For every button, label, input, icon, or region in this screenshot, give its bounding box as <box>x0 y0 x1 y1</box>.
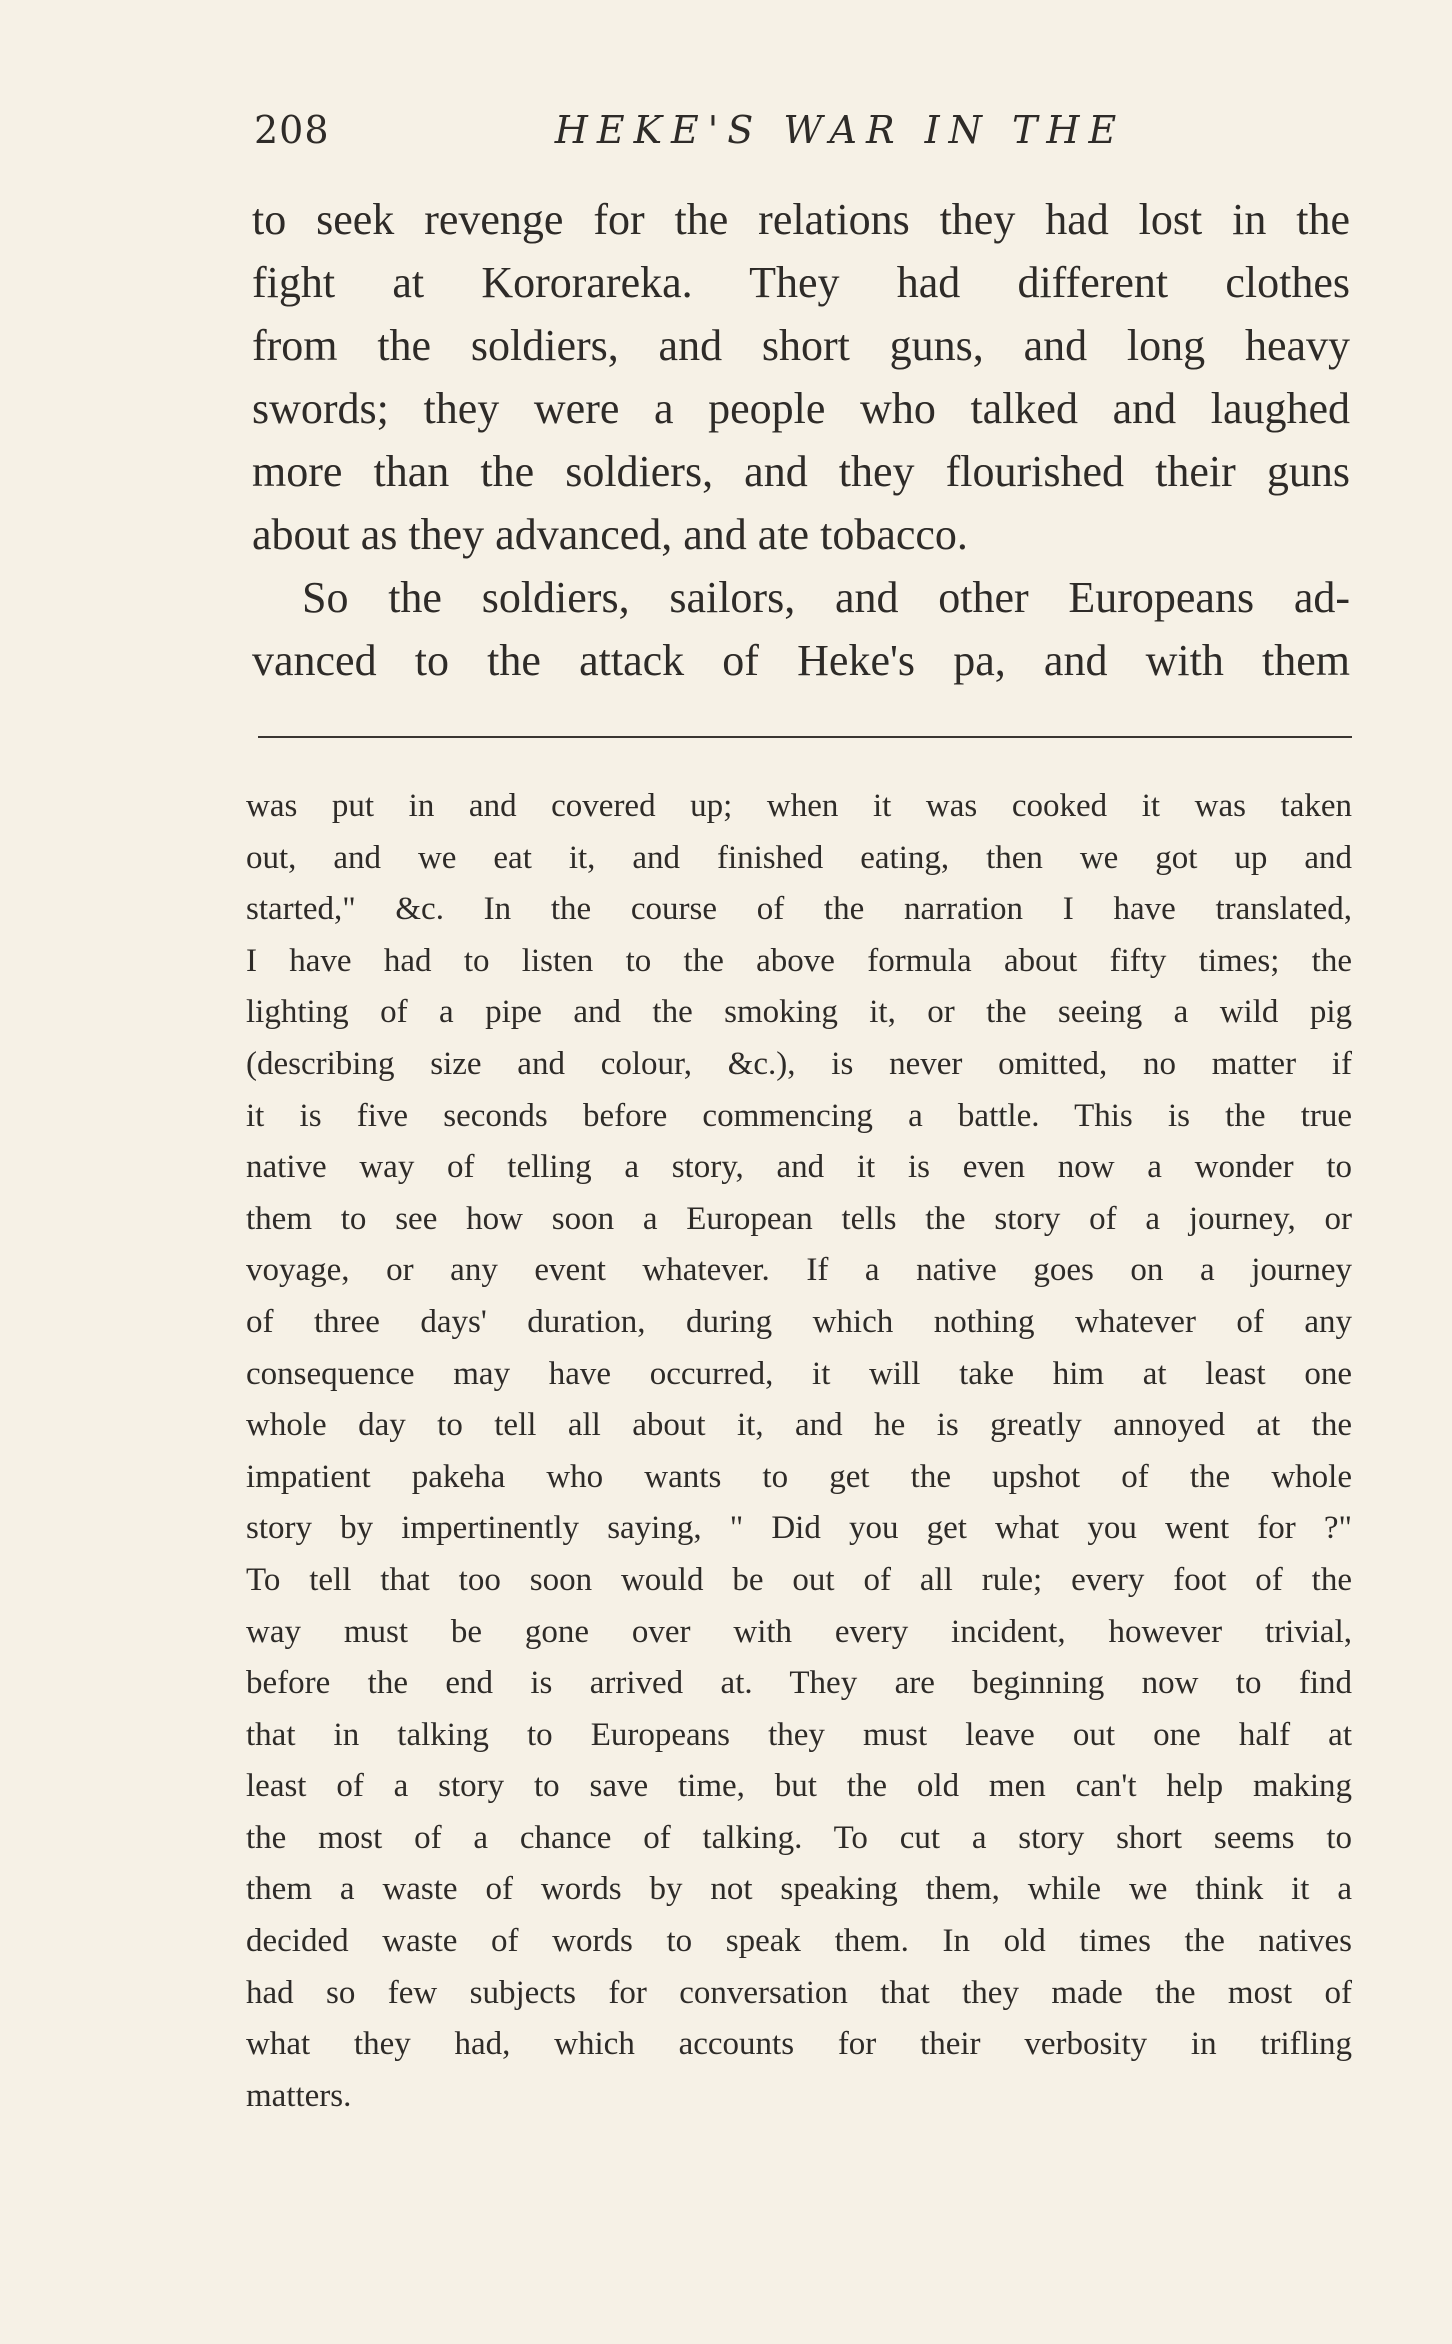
text-line: from the soldiers, and short guns, and long heavy <box>252 321 1350 370</box>
footnote-line: matters. <box>246 2077 352 2114</box>
footnote-line: To tell that too soon would be out of all rule; every foot of the <box>246 1561 1352 1598</box>
footnote <box>246 781 1352 2122</box>
footnote-line: least of a story to save time, but the old men can't help making <box>246 1768 1352 1805</box>
footnote-line: story by impertinently saying, " Did you get what you went for ?" <box>246 1510 1352 1547</box>
footnote-line: was put in and covered up; when it was cooked it was taken <box>246 788 1352 824</box>
text-line: more than the soldiers, and they flourished their guns <box>252 447 1350 496</box>
footnote-line: that in talking to Europeans they must leave out one half at <box>246 1716 1352 1753</box>
text-line: So the soldiers, sailors, and other Europeans ad- <box>302 573 1350 622</box>
footnote-line: voyage, or any event whatever. If a native goes on a journey <box>246 1252 1352 1289</box>
main-text <box>252 188 1350 692</box>
text-line: about as they advanced, and ate tobacco. <box>252 510 968 559</box>
footnote-line: what they had, which accounts for their verbosity in trifling <box>246 2026 1352 2063</box>
footnote-line: of three days' duration, during which nothing whatever of any <box>246 1303 1352 1340</box>
footnote-line: whole day to tell all about it, and he is greatly annoyed at the <box>246 1407 1352 1444</box>
footnote-line: decided waste of words to speak them. In old times the natives <box>246 1923 1352 1960</box>
footnote-line: (describing size and colour, &c.), is never omitted, no matter if <box>246 1045 1352 1082</box>
footnote-line: before the end is arrived at. They are beginning now to find <box>246 1665 1352 1702</box>
page-number: 208 <box>254 108 330 152</box>
footnote-line: impatient pakeha who wants to get the upshot of the whole <box>246 1458 1352 1495</box>
footnote-line: them a waste of words by not speaking them, while we think it a <box>246 1871 1352 1908</box>
page-header <box>250 108 1360 168</box>
footnote-line: lighting of a pipe and the smoking it, or the seeing a wild pig <box>246 994 1352 1031</box>
footnote-line: the most of a chance of talking. To cut a story short seems to <box>246 1819 1352 1856</box>
text-line: swords; they were a people who talked and laughed <box>252 384 1350 433</box>
footnote-line: native way of telling a story, and it is even now a wonder to <box>246 1149 1352 1186</box>
footnote-line: it is five seconds before commencing a battle. This is the true <box>246 1097 1352 1134</box>
footnote-line: out, and we eat it, and finished eating, then we got up and <box>246 839 1352 876</box>
text-line: vanced to the attack of Heke's pa, and with them <box>252 636 1350 685</box>
footnote-line: I have had to listen to the above formula about fifty times; the <box>246 942 1352 979</box>
footnote-line: had so few subjects for conversation that they made the most of <box>246 1974 1352 2011</box>
footnote-line: them to see how soon a European tells the story of a journey, or <box>246 1200 1352 1237</box>
running-title: HEKE'S WAR IN THE <box>554 108 1126 152</box>
footnote-line: way must be gone over with every incident, however trivial, <box>246 1613 1352 1650</box>
text-line: fight at Kororareka. They had different clothes <box>252 258 1350 307</box>
text-line: to seek revenge for the relations they had lost in the <box>252 195 1350 244</box>
footnote-line: consequence may have occurred, it will take him at least one <box>246 1355 1352 1392</box>
footnote-divider <box>258 736 1352 738</box>
footnote-line: started," &c. In the course of the narration I have translated, <box>246 891 1352 928</box>
